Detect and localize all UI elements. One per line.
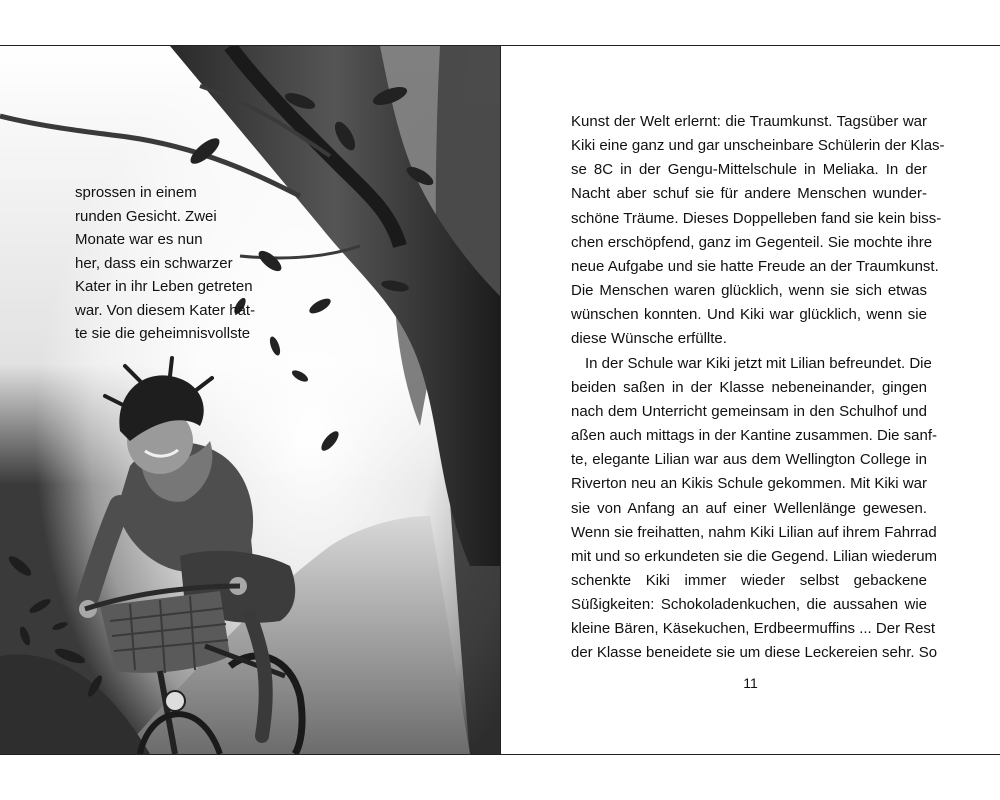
text-line: se 8C in der Gengu-Mittelschule in Meliaka. In der xyxy=(571,161,927,179)
text-line: te sie die geheimnisvollste xyxy=(75,325,251,342)
text-line: Monate war es nun xyxy=(75,231,203,248)
page-number: 11 xyxy=(743,675,758,691)
text-line: wünschen konnten. Und Kiki war glücklich, wenn sie xyxy=(571,306,927,324)
text-line: Süßigkeiten: Schokoladenkuchen, die aussahen wie xyxy=(571,596,927,614)
book-spread xyxy=(0,45,1000,755)
text-line: Die Menschen waren glücklich, wenn sie sich etwas xyxy=(571,282,927,300)
text-line: diese Wünsche erfüllte. xyxy=(571,330,727,348)
right-page-text xyxy=(571,110,945,666)
text-line: In der Schule war Kiki jetzt mit Lilian befreundet. Die xyxy=(585,354,932,372)
text-line: mit und so erkundeten sie die Gegend. Lilian wiederum xyxy=(571,547,938,565)
text-line: Nacht aber schuf sie für andere Menschen wunder- xyxy=(571,185,927,203)
text-line: te, elegante Lilian war aus dem Wellington College in xyxy=(571,451,927,469)
text-line: Kiki eine ganz und gar unscheinbare Schülerin der Klas- xyxy=(571,137,945,155)
text-line: Kater in ihr Leben getreten xyxy=(75,278,253,295)
text-line: chen erschöpfend, ganz im Gegenteil. Sie mochte ihre xyxy=(571,233,933,251)
illustration-girl-on-bicycle xyxy=(0,46,500,754)
left-page-text xyxy=(75,181,265,346)
text-line: kleine Bären, Käsekuchen, Erdbeermuffins ... Der Rest xyxy=(571,620,936,638)
text-line: her, dass ein schwarzer xyxy=(75,254,233,272)
text-line: aßen auch mittags in der Kantine zusammen. Die sanf- xyxy=(571,427,938,445)
text-line: neue Aufgabe und sie hatte Freude an der Traumkunst. xyxy=(571,257,939,275)
left-page xyxy=(0,46,500,754)
right-page xyxy=(501,46,1000,754)
text-line: runden Gesicht. Zwei xyxy=(75,207,217,225)
text-line: Wenn sie freihatten, nahm Kiki Lilian auf ihrem Fahrrad xyxy=(571,523,937,541)
text-line: Riverton neu an Kikis Schule gekommen. Mit Kiki war xyxy=(571,475,927,493)
text-line: nach dem Unterricht gemeinsam in den Schulhof und xyxy=(571,402,927,420)
text-line: beiden saßen in der Klasse nebeneinander, gingen xyxy=(571,378,927,396)
text-line: der Klasse beneidete sie um diese Leckereien sehr. So xyxy=(571,644,938,662)
text-line: sie von Anfang an auf einer Wellenlänge gewesen. xyxy=(571,499,927,517)
text-line: war. Von diesem Kater hat- xyxy=(75,301,256,319)
text-line: Kunst der Welt erlernt: die Traumkunst. Tagsüber war xyxy=(571,113,927,130)
text-line: sprossen in einem xyxy=(75,184,197,201)
text-line: schenkte Kiki immer wieder selbst gebackene xyxy=(571,571,927,589)
text-line: schöne Träume. Dieses Doppelleben fand sie kein biss- xyxy=(571,209,942,227)
